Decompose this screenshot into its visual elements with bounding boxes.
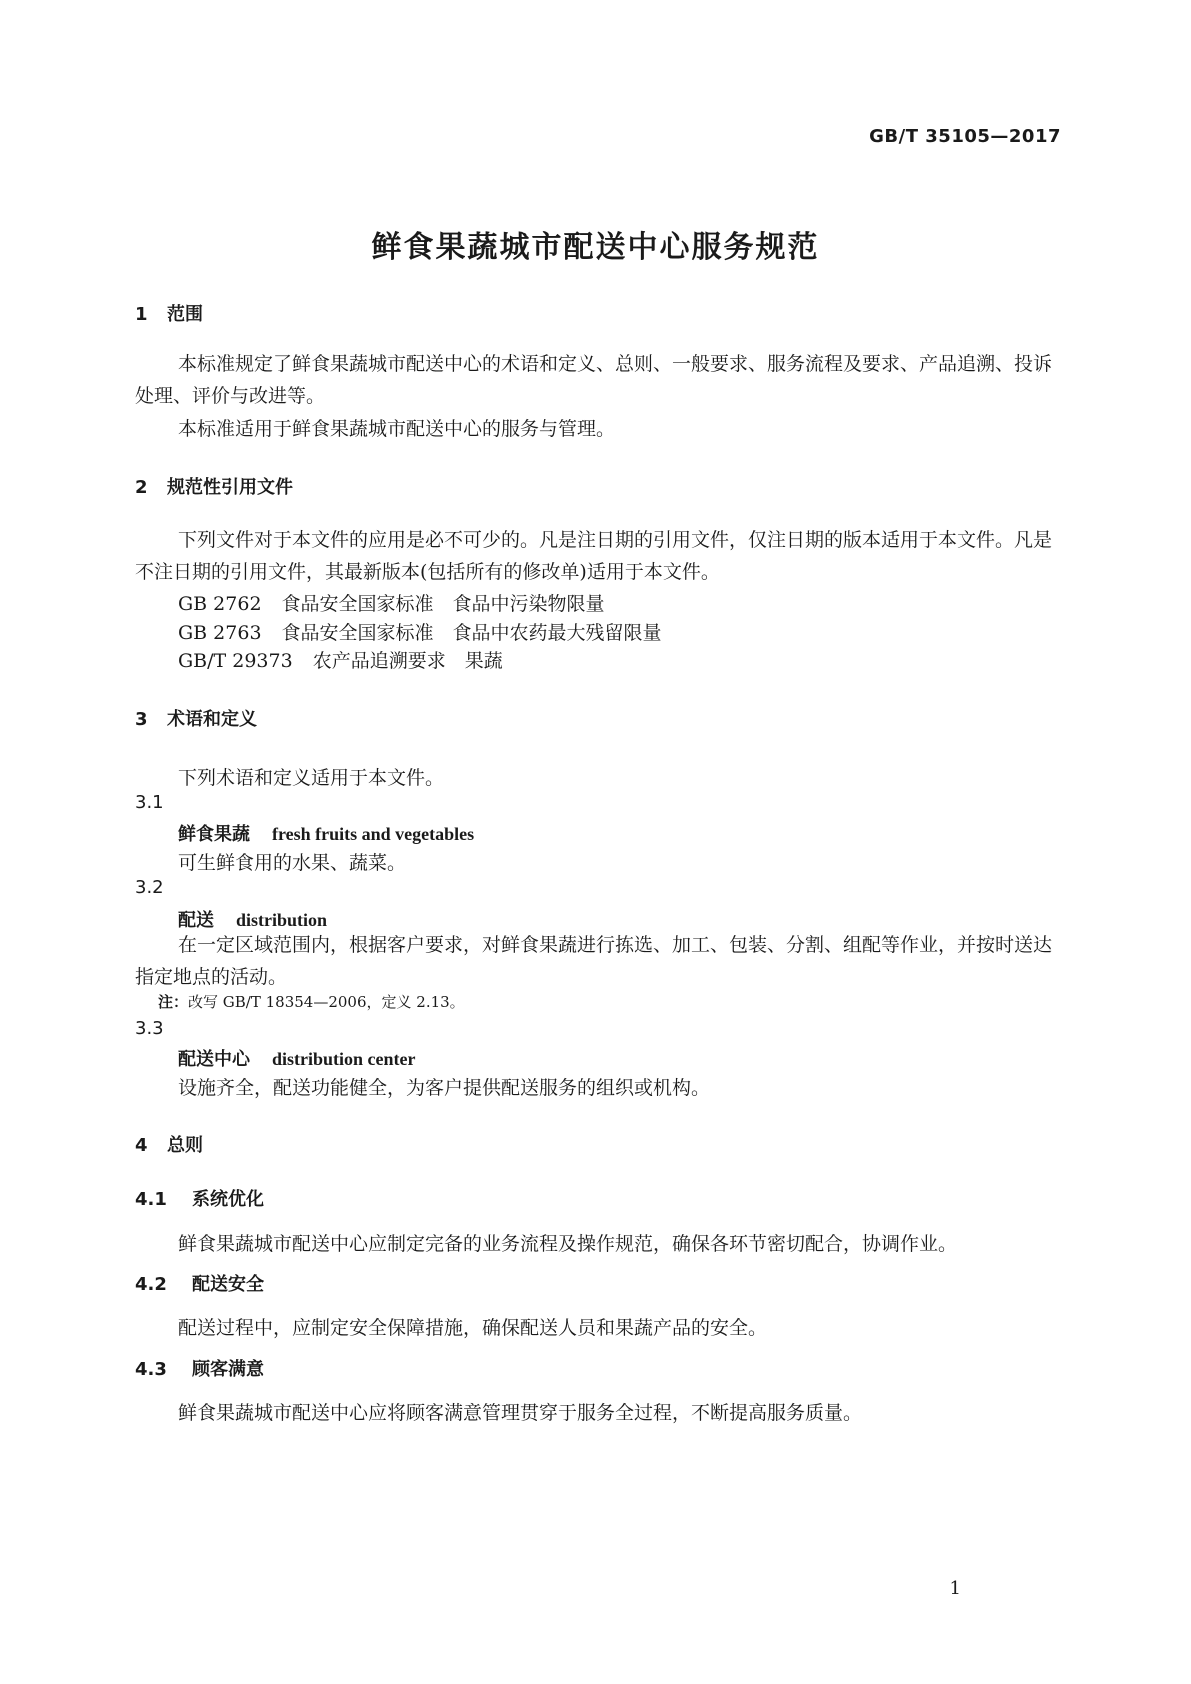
subsection-title: 配送安全 (192, 1274, 264, 1295)
term-note (158, 991, 465, 1012)
term-number: 3.3 (135, 1018, 164, 1039)
subsection-4-3-text: 鲜食果蔬城市配送中心应将顾客满意管理贯穿于服务全过程，不断提高服务质量。 (178, 1402, 863, 1424)
term-number: 3.2 (135, 877, 164, 898)
reference-title: 食品安全国家标准 食品中农药最大残留限量 (281, 622, 662, 644)
section-number: 3 (135, 709, 148, 730)
section-title: 规范性引用文件 (167, 477, 293, 498)
subsection-number: 4.1 (135, 1189, 167, 1210)
reference-item (178, 618, 662, 645)
term-definition: 可生鲜食用的水果、蔬菜。 (178, 852, 407, 874)
section-3-heading (135, 705, 257, 731)
term-en: distribution center (272, 1049, 416, 1069)
subsection-4-1-heading (135, 1185, 264, 1211)
subsection-number: 4.3 (135, 1359, 167, 1380)
note-text: 改写 GB/T 18354—2006，定义 2.13。 (188, 993, 465, 1011)
subsection-4-1-text: 鲜食果蔬城市配送中心应制定完备的业务流程及操作规范，确保各环节密切配合，协调作业。 (178, 1233, 958, 1255)
term-zh: 配送 (178, 910, 214, 931)
section-number: 2 (135, 477, 148, 498)
note-label: 注： (158, 993, 189, 1011)
subsection-4-2-heading (135, 1270, 264, 1296)
section-4-heading (135, 1131, 203, 1157)
standard-code: GB/T 35105—2017 (869, 126, 1061, 147)
reference-item (178, 646, 503, 673)
section-number: 4 (135, 1135, 148, 1156)
section-number: 1 (135, 304, 148, 325)
reference-title: 农产品追溯要求 果蔬 (312, 650, 503, 672)
page-number: 1 (949, 1578, 961, 1599)
section-title: 术语和定义 (167, 709, 257, 730)
section-2-heading (135, 473, 293, 499)
document-title: 鲜食果蔬城市配送中心服务规范 (371, 230, 820, 265)
term-en: fresh fruits and vegetables (272, 824, 475, 844)
subsection-4-2-text: 配送过程中，应制定安全保障措施，确保配送人员和果蔬产品的安全。 (178, 1317, 768, 1339)
term-definition: 在一定区域范围内，根据客户要求，对鲜食果蔬进行拣选、加工、包装、分割、组配等作业，并按时送达指定地点的活动。 (135, 934, 1053, 988)
section-1-paragraph-2: 本标准适用于鲜食果蔬城市配送中心的服务与管理。 (178, 418, 616, 440)
section-1-paragraph-1: 本标准规定了鲜食果蔬城市配送中心的术语和定义、总则、一般要求、服务流程及要求、产品追溯、投诉处理、评价与改进等。 (135, 353, 1053, 407)
section-2-paragraph-1: 下列文件对于本文件的应用是必不可少的。凡是注日期的引用文件，仅注日期的版本适用于本文件。凡是不注日期的引用文件，其最新版本(包括所有的修改单)适用于本文件。 (135, 529, 1053, 583)
subsection-4-3-heading (135, 1355, 264, 1381)
section-title: 总则 (167, 1135, 203, 1156)
section-3-intro: 下列术语和定义适用于本文件。 (178, 767, 445, 789)
term-number: 3.1 (135, 792, 164, 813)
term-zh: 配送中心 (178, 1049, 250, 1070)
term-heading (178, 1045, 416, 1071)
term-en: distribution (236, 910, 328, 930)
section-1-heading (135, 300, 203, 326)
reference-code: GB 2762 (178, 593, 262, 615)
term-definition: 设施齐全，配送功能健全，为客户提供配送服务的组织或机构。 (178, 1077, 711, 1099)
term-heading (178, 820, 474, 846)
subsection-number: 4.2 (135, 1274, 167, 1295)
section-title: 范围 (167, 304, 203, 325)
subsection-title: 系统优化 (192, 1189, 264, 1210)
reference-code: GB/T 29373 (178, 650, 293, 672)
term-zh: 鲜食果蔬 (178, 824, 250, 845)
subsection-title: 顾客满意 (192, 1359, 264, 1380)
reference-code: GB 2763 (178, 622, 262, 644)
reference-title: 食品安全国家标准 食品中污染物限量 (281, 593, 605, 615)
reference-item (178, 589, 605, 616)
